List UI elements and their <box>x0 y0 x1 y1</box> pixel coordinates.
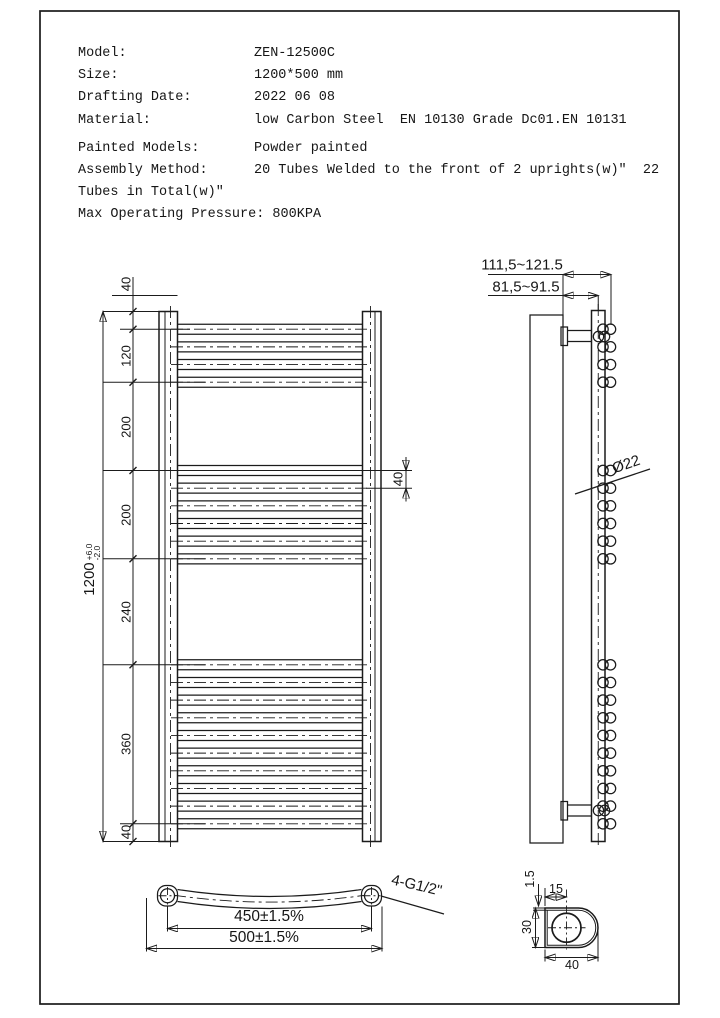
spec-assembly-wrap: Tubes in Total(w)″ <box>78 185 224 200</box>
spec-value: low Carbon Steel EN 10130 Grade Dc01.EN 10131 <box>254 113 627 128</box>
dim-detail-30: 30 <box>520 920 534 934</box>
dim-pitch-centers: 450±1.5% <box>234 908 304 925</box>
spec-row-size <box>78 67 343 85</box>
spec-row-date <box>78 89 335 107</box>
spec-value: 1200*500 mm <box>254 68 344 83</box>
spec-label: Size: <box>78 68 119 83</box>
detail-view-dimensions <box>532 884 598 962</box>
side-view-wall <box>530 315 563 843</box>
dim-wall-to-center: 81,5~91.5 <box>492 278 560 296</box>
spec-label: Material: <box>78 113 151 128</box>
dim-detail-40: 40 <box>565 958 579 972</box>
spec-max-pressure: Max Operating Pressure: 800KPA <box>78 207 322 222</box>
dim-tube-pitch-40: 40 <box>390 471 406 487</box>
dim-120: 120 <box>118 345 134 367</box>
dim-overall-width: 500±1.5% <box>229 929 299 946</box>
front-view-tubes <box>171 324 370 829</box>
spec-label: Model: <box>78 46 127 61</box>
spec-row-painted <box>78 140 367 158</box>
spec-label: Painted Models: <box>78 141 200 156</box>
dim-top-40: 40 <box>118 276 134 292</box>
spec-value: ZEN-12500C <box>254 46 336 61</box>
spec-row-model <box>78 45 335 63</box>
dim-tube-diameter: Ø22 <box>610 451 643 478</box>
spec-row-material <box>78 112 627 130</box>
spec-row-assembly <box>78 162 659 180</box>
detail-view <box>545 890 598 950</box>
dim-bottom-40: 40 <box>118 824 134 840</box>
dim-detail-15: 15 <box>549 882 563 896</box>
spec-label: Drafting Date: <box>78 90 192 105</box>
spec-value: Powder painted <box>254 141 368 156</box>
dim-200-lower: 200 <box>118 504 134 526</box>
top-view <box>158 886 382 909</box>
overall-nominal: 1200 <box>81 562 98 596</box>
dim-360: 360 <box>118 733 134 755</box>
sheet-border <box>40 11 679 1004</box>
front-view-dimensions <box>103 277 412 845</box>
overall-tolerance: +6.0 -2.0 <box>84 543 102 561</box>
dim-overall-height <box>64 544 118 613</box>
dim-detail-1-5: 1.5 <box>523 870 537 888</box>
dim-thread-connections: 4-G1/2" <box>389 871 444 900</box>
side-view-tube-circles <box>598 324 616 829</box>
dim-wall-to-front: 111,5~121.5 <box>481 256 563 274</box>
dim-200-upper: 200 <box>118 416 134 438</box>
spec-value: 20 Tubes Welded to the front of 2 uprights(w)″ 22 <box>254 163 660 178</box>
side-view-brackets <box>561 327 610 820</box>
spec-value: 2022 06 08 <box>254 90 336 105</box>
dim-240: 240 <box>118 601 134 623</box>
spec-label: Assembly Method: <box>78 163 208 178</box>
